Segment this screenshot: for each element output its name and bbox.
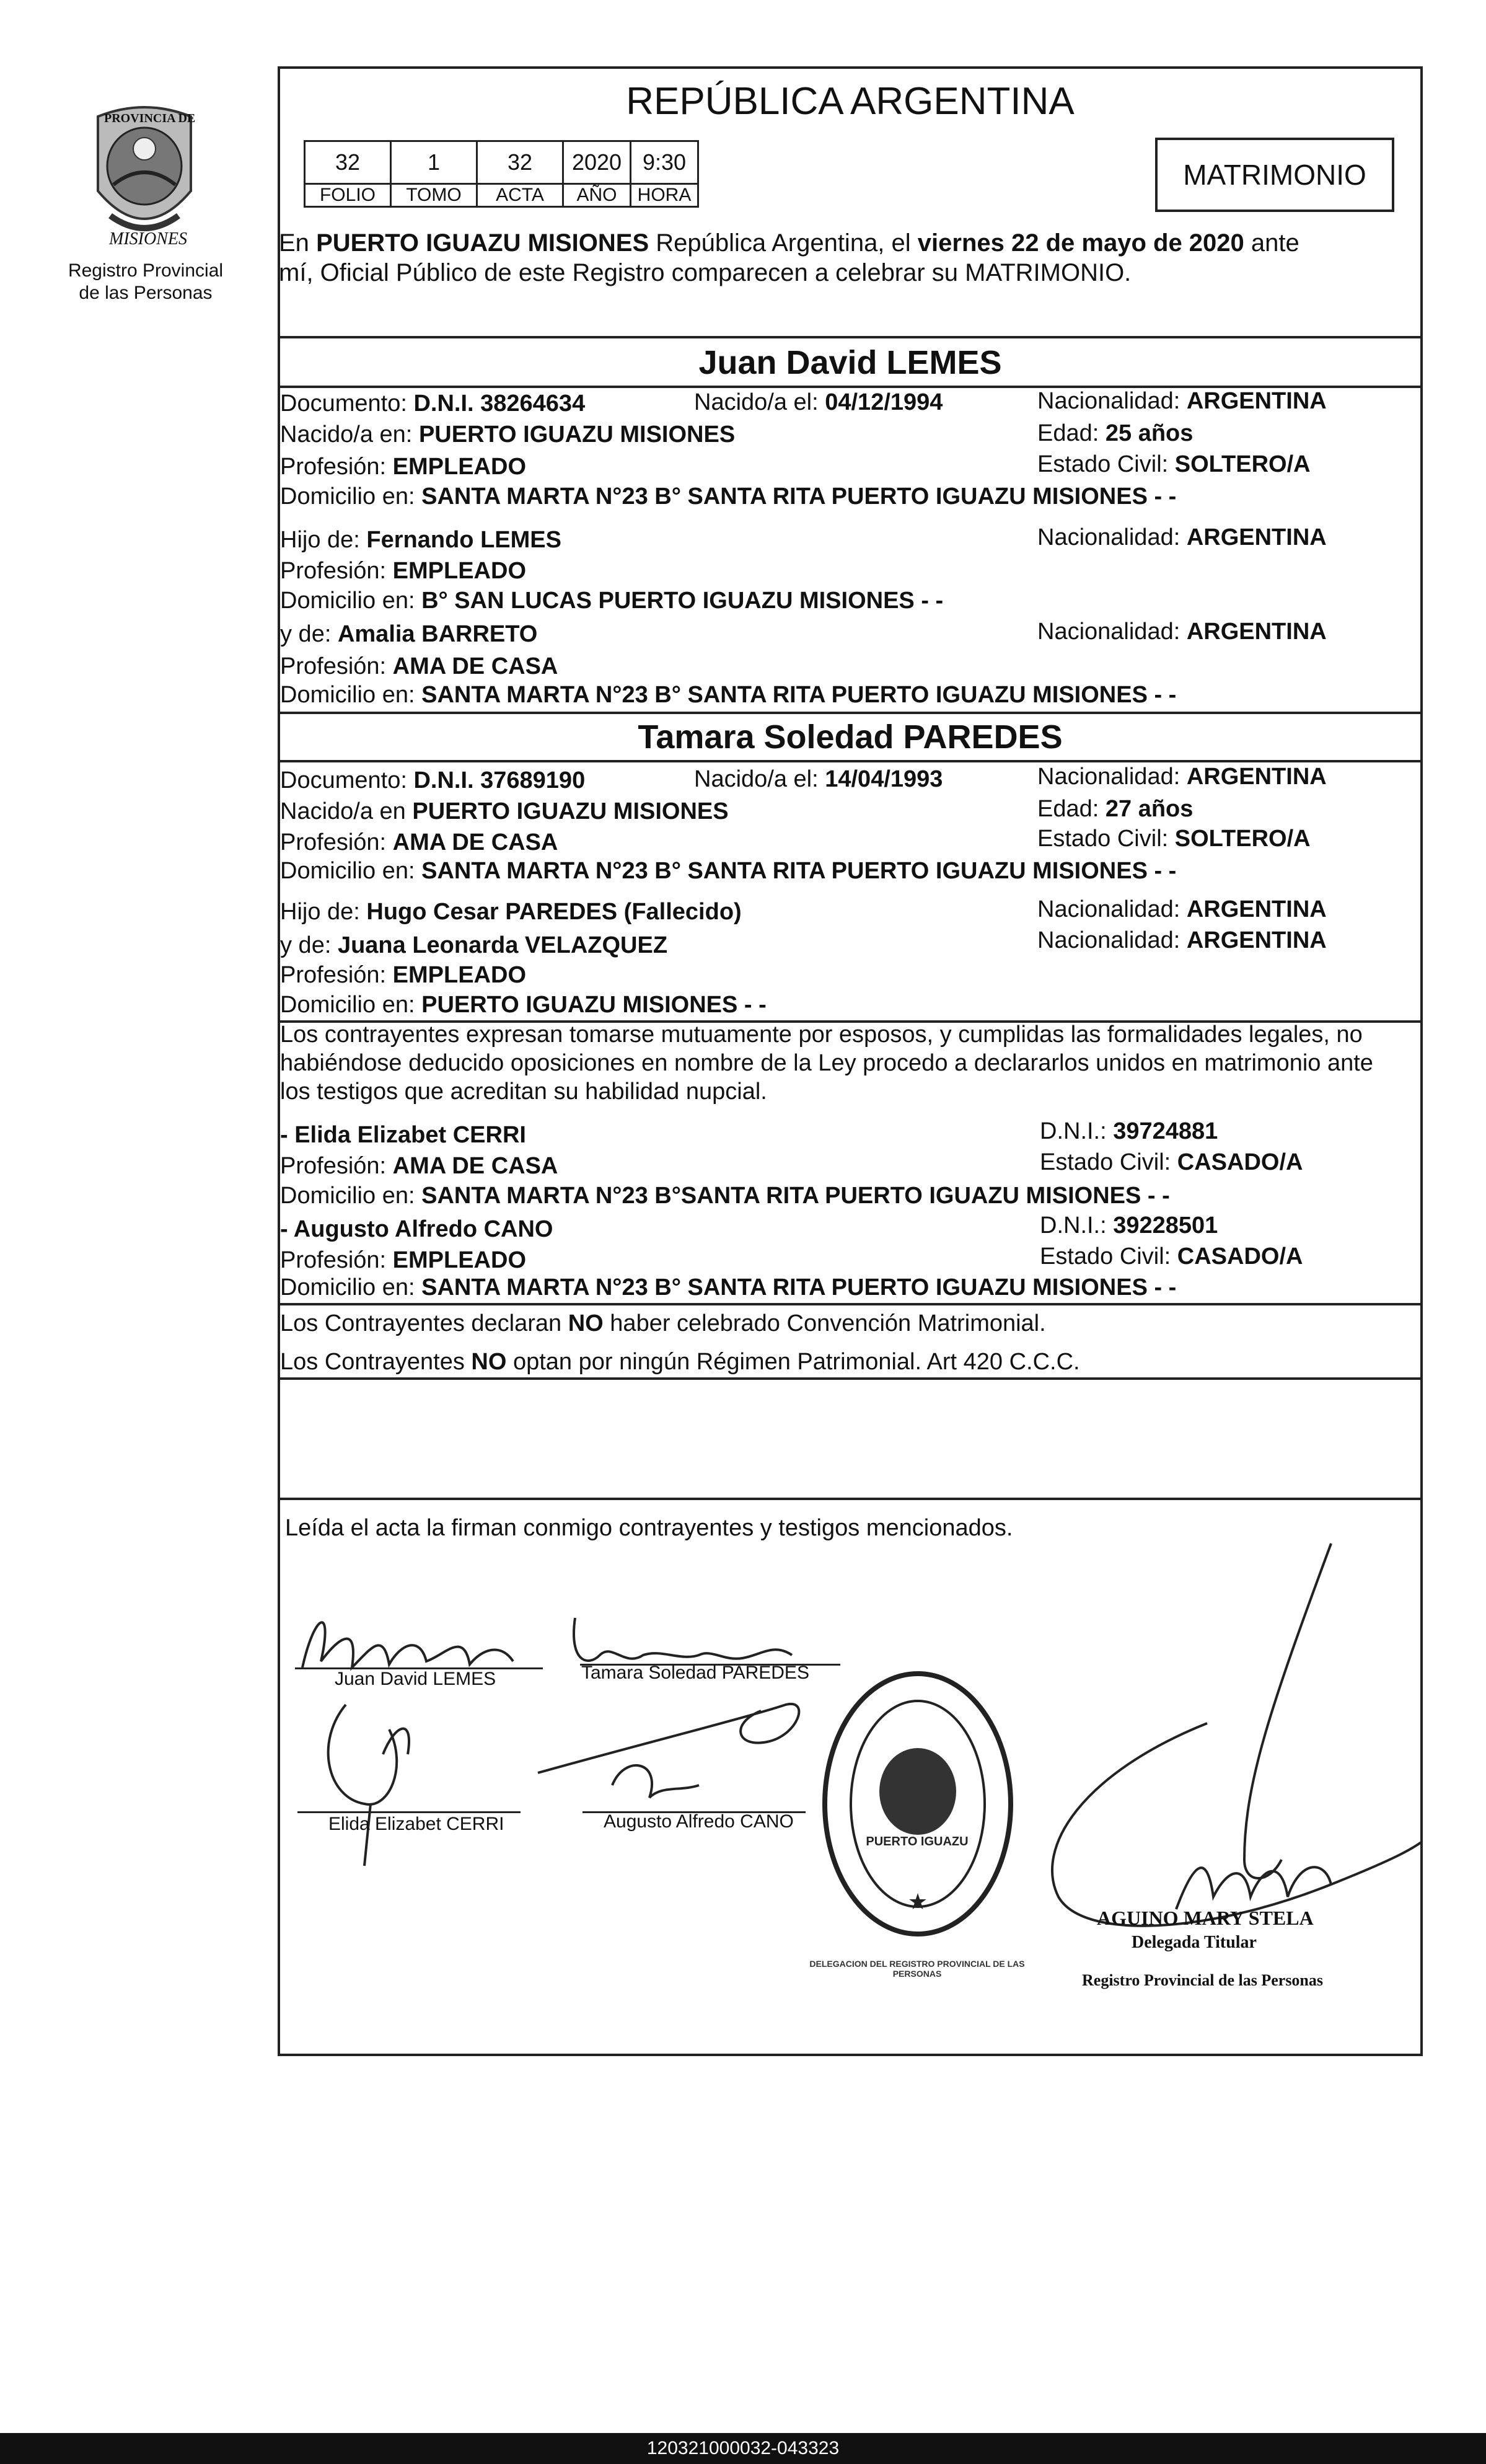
spouse2-mother-profession: Profesión: EMPLEADO [280,962,527,988]
spouse2-civil-status: Estado Civil: SOLTERO/A [1037,826,1311,852]
intro-mid: República Argentina, el [656,229,911,257]
official-seal [816,1661,1020,1946]
anio-value: 2020 [563,141,631,184]
acta-label: ACTA [477,184,563,207]
witness2-name: - Augusto Alfredo CANO [280,1216,553,1242]
signature-label-2: Tamara Soledad PAREDES [581,1663,809,1683]
emblem-text-top: PROVINCIA DE [104,112,196,125]
witness1-civil-status: Estado Civil: CASADO/A [1040,1149,1303,1175]
spouse1-name: Juan David LEMES [698,344,1002,381]
spouse1-mother-address: Domicilio en: SANTA MARTA N°23 B° SANTA RITA PUERTO IGUAZU MISIONES - - [280,682,1177,708]
seal-ring-text: DELEGACION DEL REGISTRO PROVINCIAL DE LAS PERSONAS [809,1959,1025,1979]
witness2-civil-status: Estado Civil: CASADO/A [1040,1243,1303,1270]
folio-value: 32 [305,141,391,184]
spouse2-mother-address: Domicilio en: PUERTO IGUAZU MISIONES - - [280,992,767,1018]
signature-label-4: Augusto Alfredo CANO [604,1811,794,1832]
witness2-profession: Profesión: EMPLEADO [280,1247,527,1273]
official-org: Registro Provincial de las Personas [1082,1971,1324,1989]
declaration-line1: Los contrayentes expresan tomarse mutuamente por esposos, y cumplidas las formalidades legales, no [280,1022,1363,1048]
spouse1-profession: Profesión: EMPLEADO [280,454,527,480]
spouse2-age: Edad: 27 años [1037,796,1194,822]
signature-label-1: Juan David LEMES [335,1669,496,1689]
intro-ante: ante [1251,229,1299,257]
folio-label: FOLIO [305,184,391,207]
spouse1-father-profession: Profesión: EMPLEADO [280,558,527,584]
hora-value: 9:30 [631,141,698,184]
intro-line2: mí, Oficial Público de este Registro comparecen a celebrar su MATRIMONIO. [279,259,1132,286]
official-title: Delegada Titular [1132,1933,1257,1952]
country-title: REPÚBLICA ARGENTINA [626,80,1075,123]
spouse1-mother-nationality: Nacionalidad: ARGENTINA [1037,619,1327,645]
spouse2-mother-nationality: Nacionalidad: ARGENTINA [1037,927,1327,953]
spouse1-address: Domicilio en: SANTA MARTA N°23 B° SANTA RITA PUERTO IGUAZU MISIONES - - [280,484,1177,510]
record-numbers-table [304,140,699,208]
spouse2-profession: Profesión: AMA DE CASA [280,829,558,855]
svg-text:★: ★ [907,1889,928,1914]
tomo-label: TOMO [391,184,477,207]
seal-center-text: PUERTO IGUAZU [866,1835,969,1848]
emblem-text-bottom: MISIONES [109,229,187,249]
intro-en: En [279,229,309,257]
spouse1-civil-status: Estado Civil: SOLTERO/A [1037,451,1311,477]
divider [278,1498,1423,1500]
spouse1-mother-profession: Profesión: AMA DE CASA [280,653,558,679]
regime-line2: Los Contrayentes NO optan por ningún Régimen Patrimonial. Art 420 C.C.C. [280,1349,1080,1375]
registry-name-line2: de las Personas [79,283,213,303]
witness1-name: - Elida Elizabet CERRI [280,1122,526,1148]
official-name: AGUINO MARY STELA [1097,1907,1314,1929]
spouse1-father: Hijo de: Fernando LEMES [280,527,561,553]
spouse1-mother: y de: Amalia BARRETO [280,621,538,647]
spouse1-birth-date: Nacido/a el: 04/12/1994 [694,389,943,415]
divider [278,712,1423,714]
document-barcode-code: 120321000032-043323 [0,2433,1486,2464]
anio-label: AÑO [563,184,631,207]
closing-text: Leída el acta la firman conmigo contrayentes y testigos mencionados. [285,1515,1013,1541]
spouse2-birth-place: Nacido/a en PUERTO IGUAZU MISIONES [280,798,729,824]
record-type-box: MATRIMONIO [1155,138,1394,212]
witness1-profession: Profesión: AMA DE CASA [280,1153,558,1179]
divider [278,760,1423,762]
witness2-address: Domicilio en: SANTA MARTA N°23 B° SANTA RITA PUERTO IGUAZU MISIONES - - [280,1274,1177,1300]
intro-place: PUERTO IGUAZU MISIONES [316,229,649,257]
declaration-line3: los testigos que acreditan su habilidad nupcial. [280,1079,767,1105]
spouse2-name: Tamara Soledad PAREDES [638,718,1063,756]
spouse1-nationality: Nacionalidad: ARGENTINA [1037,388,1327,414]
intro-line1 [279,231,1299,255]
divider [278,336,1423,338]
spouse2-birth-date: Nacido/a el: 14/04/1993 [694,766,943,792]
spouse2-father: Hijo de: Hugo Cesar PAREDES (Fallecido) [280,899,742,925]
spouse2-document: Documento: D.N.I. 37689190 [280,767,586,793]
witness1-address: Domicilio en: SANTA MARTA N°23 B°SANTA RITA PUERTO IGUAZU MISIONES - - [280,1183,1170,1209]
spouse2-address: Domicilio en: SANTA MARTA N°23 B° SANTA RITA PUERTO IGUAZU MISIONES - - [280,858,1177,884]
spouse2-father-nationality: Nacionalidad: ARGENTINA [1037,896,1327,922]
registry-name-line1: Registro Provincial [68,260,224,281]
signature-label-3: Elida Elizabet CERRI [328,1814,504,1834]
signature-line-3 [297,1811,521,1813]
spouse1-birth-place: Nacido/a en: PUERTO IGUAZU MISIONES [280,422,736,448]
spouse1-father-nationality: Nacionalidad: ARGENTINA [1037,524,1327,550]
declaration-line2: habiéndose deducido oposiciones en nombre de la Ley procedo a declararlos unidos en matrimonio ante [280,1050,1373,1076]
divider [278,1303,1423,1305]
tomo-value: 1 [391,141,477,184]
province-emblem [79,98,209,259]
spouse2-nationality: Nacionalidad: ARGENTINA [1037,764,1327,790]
spouse2-mother: y de: Juana Leonarda VELAZQUEZ [280,932,668,958]
spouse1-father-address: Domicilio en: B° SAN LUCAS PUERTO IGUAZU MISIONES - - [280,588,944,614]
spouse1-age: Edad: 25 años [1037,420,1194,446]
witness2-dni: D.N.I.: 39228501 [1040,1212,1218,1239]
acta-value: 32 [477,141,563,184]
regime-line1: Los Contrayentes declaran NO haber celebrado Convención Matrimonial. [280,1310,1046,1336]
divider [278,1377,1423,1380]
intro-date: viernes 22 de mayo de 2020 [917,229,1244,257]
hora-label: HORA [631,184,698,207]
witness1-dni: D.N.I.: 39724881 [1040,1118,1218,1144]
spouse1-document: Documento: D.N.I. 38264634 [280,391,586,417]
